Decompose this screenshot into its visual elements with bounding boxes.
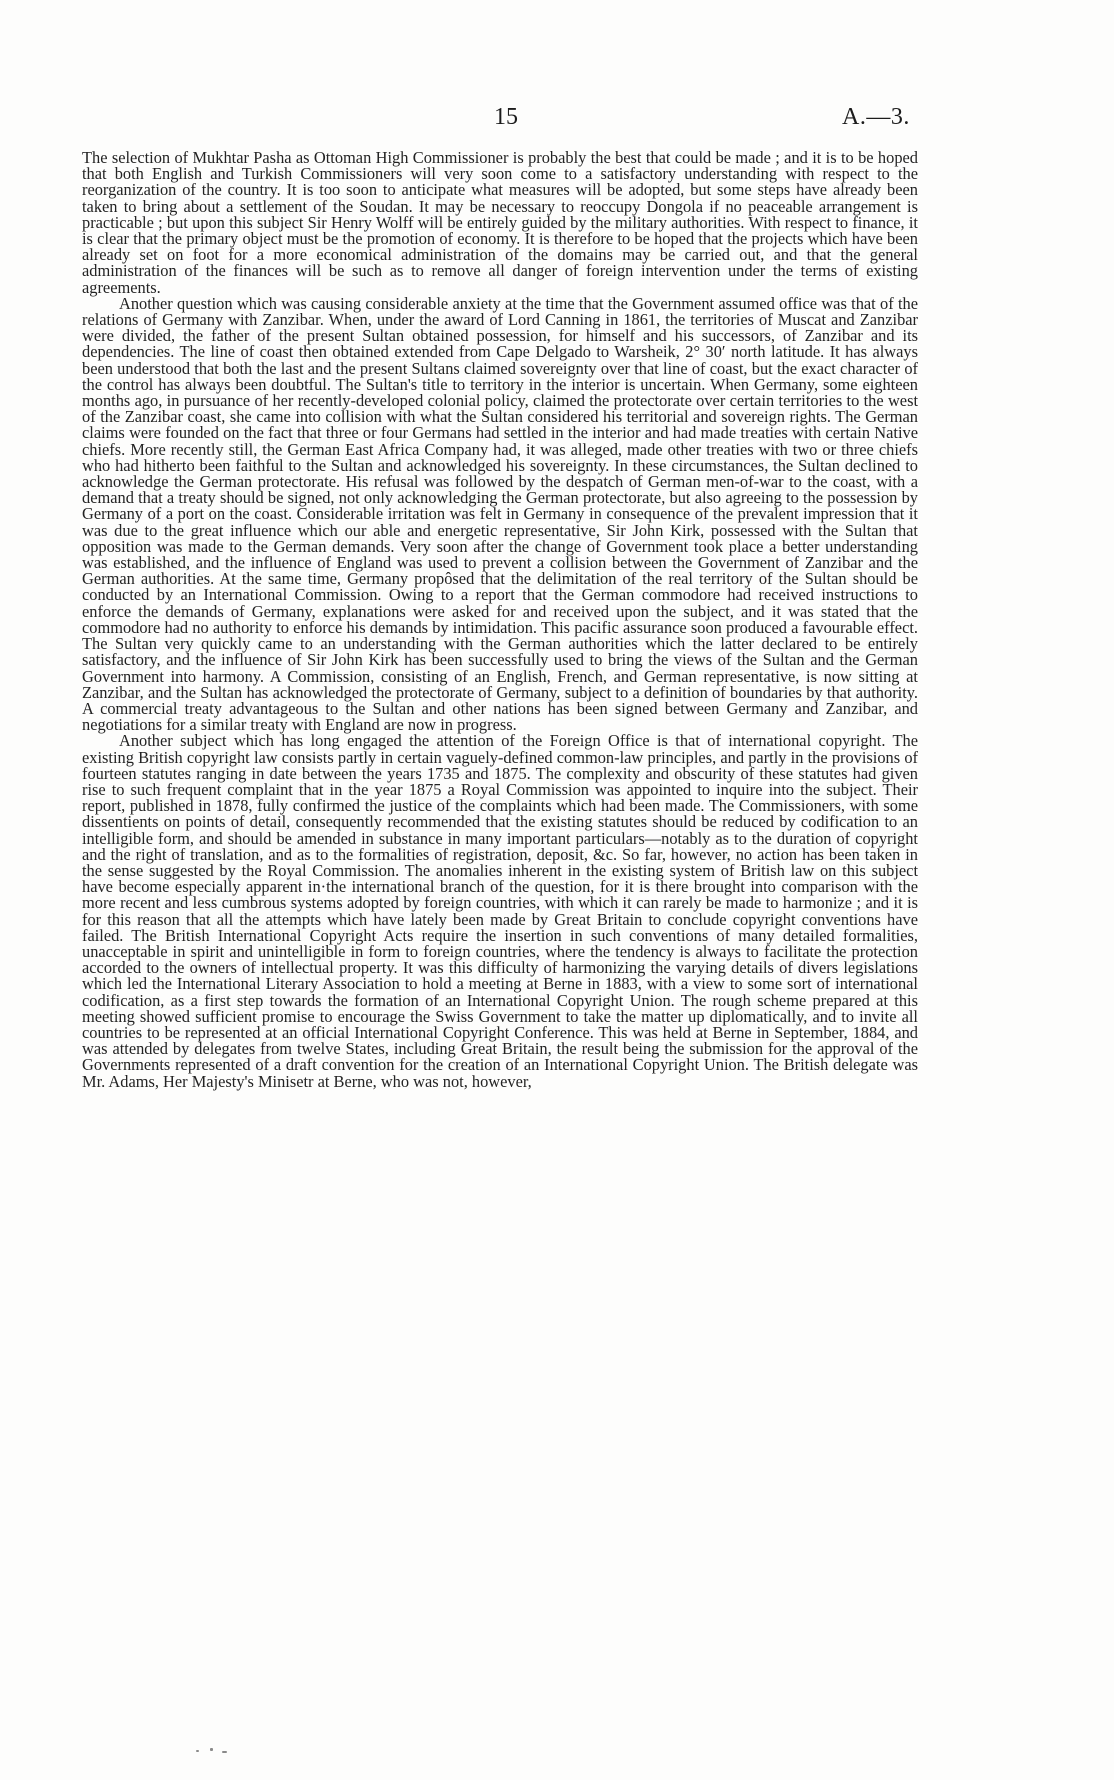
page-header (0, 104, 1114, 134)
scan-speck (196, 1750, 199, 1752)
page-number: 15 (494, 104, 518, 130)
scan-speck (222, 1751, 227, 1753)
scan-specks (196, 1746, 236, 1756)
scan-speck (210, 1748, 213, 1751)
paragraph-copyright: Another subject which has long engaged the attention of the Foreign Office is that of international copyright. The existing British copyright law consists partly in certain vaguely-defined common-law principles, and partly in the provisions of fourteen statutes ranging in date between the years 1735 and 1875. The complexity and obscurity of these statutes had given rise to such frequent complaint that in the year 1875 a Royal Commission was appointed to inquire into the subject. Their report, published in 1878, fully confirmed the justice of the complaints which had been made. The Commissioners, with some dissentients on points of detail, consequently recommended that the existing statutes should be reduced by codification to an intelligible form, and should be amended in substance in many important particulars—notably as to the duration of copyright and the right of translation, and as to the formalities of registration, deposit, &c. So far, however, no action has been taken in the sense suggested by the Royal Commission. The anomalies inherent in the existing system of British law on this subject have become especially apparent in·the international branch of the question, for it is there brought into comparison with the more recent and less cumbrous systems adopted by foreign countries, with which it can rarely be made to harmonize ; and it is for this reason that all the attempts which have lately been made by Great Britain to conclude copyright conventions have failed. The British International Copyright Acts require the insertion in such conventions of many detailed formalities, unacceptable in spirit and unintelligible in form to foreign countries, where the tendency is always to facilitate the protection accorded to the owners of intellectual property. It was this difficulty of harmonizing the varying details of divers legislations which led the International Literary Association to hold a meeting at Berne in 1883, with a view to some sort of international codification, as a first step towards the formation of an International Copyright Union. The rough scheme prepared at this meeting showed sufficient promise to encourage the Swiss Government to take the matter up diplomatically, and to invite all countries to be represented at an official International Copyright Conference. This was held at Berne in September, 1884, and was attended by delegates from twelve States, including Great Britain, the result being the submission for the approval of the Governments represented of a draft convention for the creation of an International Copyright Union. The British delegate was Mr. Adams, Her Majesty's Minisetr at Berne, who was not, however, (82, 731, 918, 1091)
paragraph-zanzibar: Another question which was causing considerable anxiety at the time that the Government assumed office was that of the relations of Germany with Zanzibar. When, under the award of Lord Canning in 1861, the territories of Muscat and Zanzibar were divided, the father of the present Sultan obtained possession, for himself and his successors, of Zanzibar and its dependencies. The line of coast then obtained extended from Cape Delgado to Warsheik, 2° 30′ north latitude. It has always been understood that both the last and the present Sultans claimed sovereignty over that line of coast, but the exact character of the control has always been doubtful. The Sultan's title to territory in the interior is uncertain. When Germany, some eighteen months ago, in pursuance of her recently-developed colonial policy, claimed the protectorate over certain territories to the west of the Zanzibar coast, she came into collision with what the Sultan considered his territorial and sovereign rights. The German claims were founded on the fact that three or four Germans had settled in the interior and had made treaties with certain Native chiefs. More recently still, the German East Africa Company had, it was alleged, made other treaties with two or three chiefs who had hitherto been faithful to the Sultan and acknowledged his sovereignty. In these circumstances, the Sultan declined to acknowledge the German protectorate. His refusal was followed by the despatch of German men-of-war to the coast, with a demand that a treaty should be signed, not only acknowledging the German protectorate, but also agreeing to the possession by Germany of a port on the coast. Considerable irritation was felt in Germany in consequence of the prevalent impression that it was due to the great influence which our able and energetic representative, Sir John Kirk, possessed with the Sultan that opposition was made to the German demands. Very soon after the change of Government took place a better understanding was established, and the influence of England was used to prevent a collision between the Government of Zanzibar and the German authorities. At the same time, Germany propôsed that the delimitation of the real territory of the Sultan should be conducted by an International Commission. Owing to a report that the German commodore had received instructions to enforce the demands of Germany, explanations were asked for and received upon the subject, and it was stated that the commodore had no authority to enforce his demands by intimidation. This pacific assurance soon produced a favourable effect. The Sultan very quickly came to an understanding with the German authorities which the latter declared to be entirely satisfactory, and the influence of Sir John Kirk has been successfully used to bring the views of the Sultan and the German Government into harmony. A Commission, consisting of an English, French, and German representative, is now sitting at Zanzibar, and the Sultan has acknowledged the protectorate of Germany, subject to a definition of boundaries by that authority. A commercial treaty advantageous to the Sultan and other nations has been signed between Germany and Zanzibar, and negotiations for a similar treaty with England are now in progress. (82, 293, 918, 735)
body-text (82, 150, 918, 1090)
document-reference: A.—3. (842, 104, 910, 130)
paragraph-mukhtar-pasha: The selection of Mukhtar Pasha as Ottoman High Commissioner is probably the best that could be made ; and it is to be hoped that both English and Turkish Commissioners will very soon come to a satisfactory understanding with respect to the reorganization of the country. It is too soon to anticipate what measures will be adopted, but some steps have already been taken to bring about a settlement of the Soudan. It may be necessary to reoccupy Dongola if no peaceable arrangement is practicable ; but upon this subject Sir Henry Wolff will be entirely guided by the military authorities. With respect to finance, it is clear that the primary object must be the promotion of economy. It is therefore to be hoped that the projects which have been already set on foot for a more economical administration of the domains may be carried out, and that the general administration of the finances will be such as to remove all danger of foreign intervention under the terms of existing agreements. (82, 148, 918, 297)
